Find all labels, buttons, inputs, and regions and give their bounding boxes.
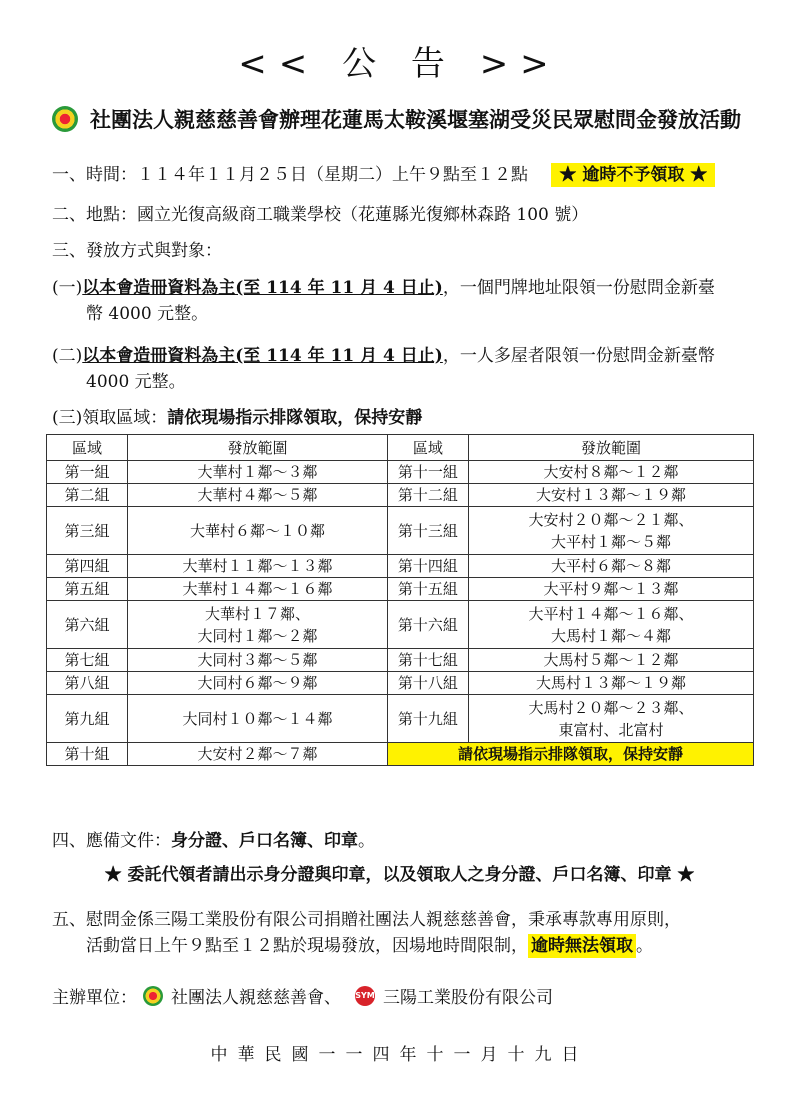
distribution-table (46, 434, 754, 766)
range-cell: 大華村１鄰～３鄰 (128, 461, 388, 484)
table-row (47, 461, 754, 484)
item3-bold: 請依現場指示排隊領取，保持安靜 (167, 408, 423, 428)
range-cell: 大華村１１鄰～１３鄰 (128, 555, 388, 578)
group-cell: 第七組 (47, 649, 128, 672)
late-highlight: 逾時無法領取 (528, 934, 636, 958)
table-row (47, 695, 754, 743)
organizer-line (52, 983, 553, 1008)
late-badge: ★ 逾時不予領取 ★ (551, 163, 715, 187)
group-cell: 第四組 (47, 555, 128, 578)
group-cell: 第十五組 (387, 578, 468, 601)
item2-rest: ，一人多屋者限領一份慰問金新臺幣 (442, 346, 715, 366)
table-row (47, 649, 754, 672)
table-header-row (47, 435, 754, 461)
range-cell: 大安村２０鄰～２１鄰、 大平村１鄰～５鄰 (468, 507, 753, 555)
table-row (47, 507, 754, 555)
group-cell: 第十組 (47, 743, 128, 766)
organizer-1: 社團法人親慈慈善會、 (171, 988, 341, 1008)
range-cell: 大華村４鄰～５鄰 (128, 484, 388, 507)
sym-logo-icon: SYM (355, 986, 375, 1006)
range-cell: 大馬村５鄰～１２鄰 (468, 649, 753, 672)
header-cell: 發放範圍 (128, 435, 388, 461)
documents-suffix: 。 (358, 831, 375, 851)
range-cell: 大安村２鄰～７鄰 (128, 743, 388, 766)
group-cell: 第八組 (47, 672, 128, 695)
item1-line (52, 273, 715, 298)
group-cell: 第十四組 (387, 555, 468, 578)
item5-line1: 五、慰問金係三陽工業股份有限公司捐贈社團法人親慈慈善會，秉承專款專用原則， (52, 910, 681, 930)
range-cell: 大安村１３鄰～１９鄰 (468, 484, 753, 507)
document-date: 中華民國一一四年十一月十九日 (210, 1045, 589, 1065)
item1-rest: ，一個門牌地址限領一份慰問金新臺 (442, 278, 715, 298)
group-cell: 第二組 (47, 484, 128, 507)
table-row (47, 743, 754, 766)
range-cell: 大馬村１３鄰～１９鄰 (468, 672, 753, 695)
group-cell: 第五組 (47, 578, 128, 601)
item2-bold: 以本會造冊資料為主(至 114 年 11 月 4 日止) (82, 346, 443, 366)
range-cell: 大同村３鄰～５鄰 (128, 649, 388, 672)
charity-logo-icon (143, 986, 163, 1006)
range-cell: 大華村１７鄰、 大同村１鄰～２鄰 (128, 601, 388, 649)
documents-bold: 身分證、戶口名簿、印章 (171, 831, 358, 851)
range-cell: 大華村１４鄰～１６鄰 (128, 578, 388, 601)
table-row (47, 672, 754, 695)
item3-line (52, 403, 422, 428)
table-row (47, 578, 754, 601)
group-cell: 第十八組 (387, 672, 468, 695)
notice-cell: 請依現場指示排隊領取，保持安靜 (387, 743, 753, 766)
range-cell: 大平村６鄰～８鄰 (468, 555, 753, 578)
range-cell: 大馬村２０鄰～２３鄰、 東富村、北富村 (468, 695, 753, 743)
table-row (47, 555, 754, 578)
range-cell: 大同村６鄰～９鄰 (128, 672, 388, 695)
time-line (52, 160, 715, 185)
documents-prefix: 四、應備文件： (52, 831, 171, 851)
range-cell: 大平村１４鄰～１６鄰、 大馬村１鄰～４鄰 (468, 601, 753, 649)
documents-line (52, 826, 375, 851)
range-cell: 大安村８鄰～１２鄰 (468, 461, 753, 484)
item5-end: 。 (636, 936, 653, 956)
group-cell: 第六組 (47, 601, 128, 649)
range-cell: 大華村６鄰～１０鄰 (128, 507, 388, 555)
item5-line2 (86, 931, 653, 956)
header-cell: 發放範圍 (468, 435, 753, 461)
header-cell: 區域 (387, 435, 468, 461)
proxy-notice: ★ 委託代領者請出示身分證與印章，以及領取人之身分證、戶口名簿、印章 ★ (104, 865, 695, 885)
item1-bold: 以本會造冊資料為主(至 114 年 11 月 4 日止) (82, 278, 443, 298)
range-cell: 大平村９鄰～１３鄰 (468, 578, 753, 601)
organizer-2: 三陽工業股份有限公司 (383, 988, 553, 1008)
announcement-heading (52, 104, 772, 134)
range-cell: 大同村１０鄰～１４鄰 (128, 695, 388, 743)
organizer-label: 主辦單位： (52, 988, 137, 1008)
page-title: << 公 告 >> (238, 44, 561, 84)
heading-text: 社團法人親慈慈善會辦理花蓮馬太鞍溪堰塞湖受災民眾慰問金發放活動 (90, 107, 741, 132)
header-cell: 區域 (47, 435, 128, 461)
item2-num: (二) (52, 346, 83, 366)
item3-prefix: (三)領取區域： (52, 408, 168, 428)
place-line: 二、地點：國立光復高級商工職業學校（花蓮縣光復鄉林森路 100 號） (52, 205, 589, 225)
item2-cont: 4000 元整。 (86, 372, 186, 392)
group-cell: 第十九組 (387, 695, 468, 743)
group-cell: 第三組 (47, 507, 128, 555)
group-cell: 第一組 (47, 461, 128, 484)
item1-num: (一) (52, 278, 83, 298)
group-cell: 第十二組 (387, 484, 468, 507)
group-cell: 第十七組 (387, 649, 468, 672)
method-title: 三、發放方式與對象： (52, 241, 222, 261)
table-row (47, 484, 754, 507)
charity-logo-icon (52, 106, 78, 132)
group-cell: 第九組 (47, 695, 128, 743)
item1-cont: 幣 4000 元整。 (86, 304, 209, 324)
time-text: 一、時間：１１４年１１月２５日（星期二）上午９點至１２點 (52, 165, 528, 185)
item2-line (52, 341, 715, 366)
group-cell: 第十三組 (387, 507, 468, 555)
table-row (47, 601, 754, 649)
group-cell: 第十一組 (387, 461, 468, 484)
item5-text: 活動當日上午９點至１２點於現場發放，因場地時間限制， (86, 936, 528, 956)
group-cell: 第十六組 (387, 601, 468, 649)
